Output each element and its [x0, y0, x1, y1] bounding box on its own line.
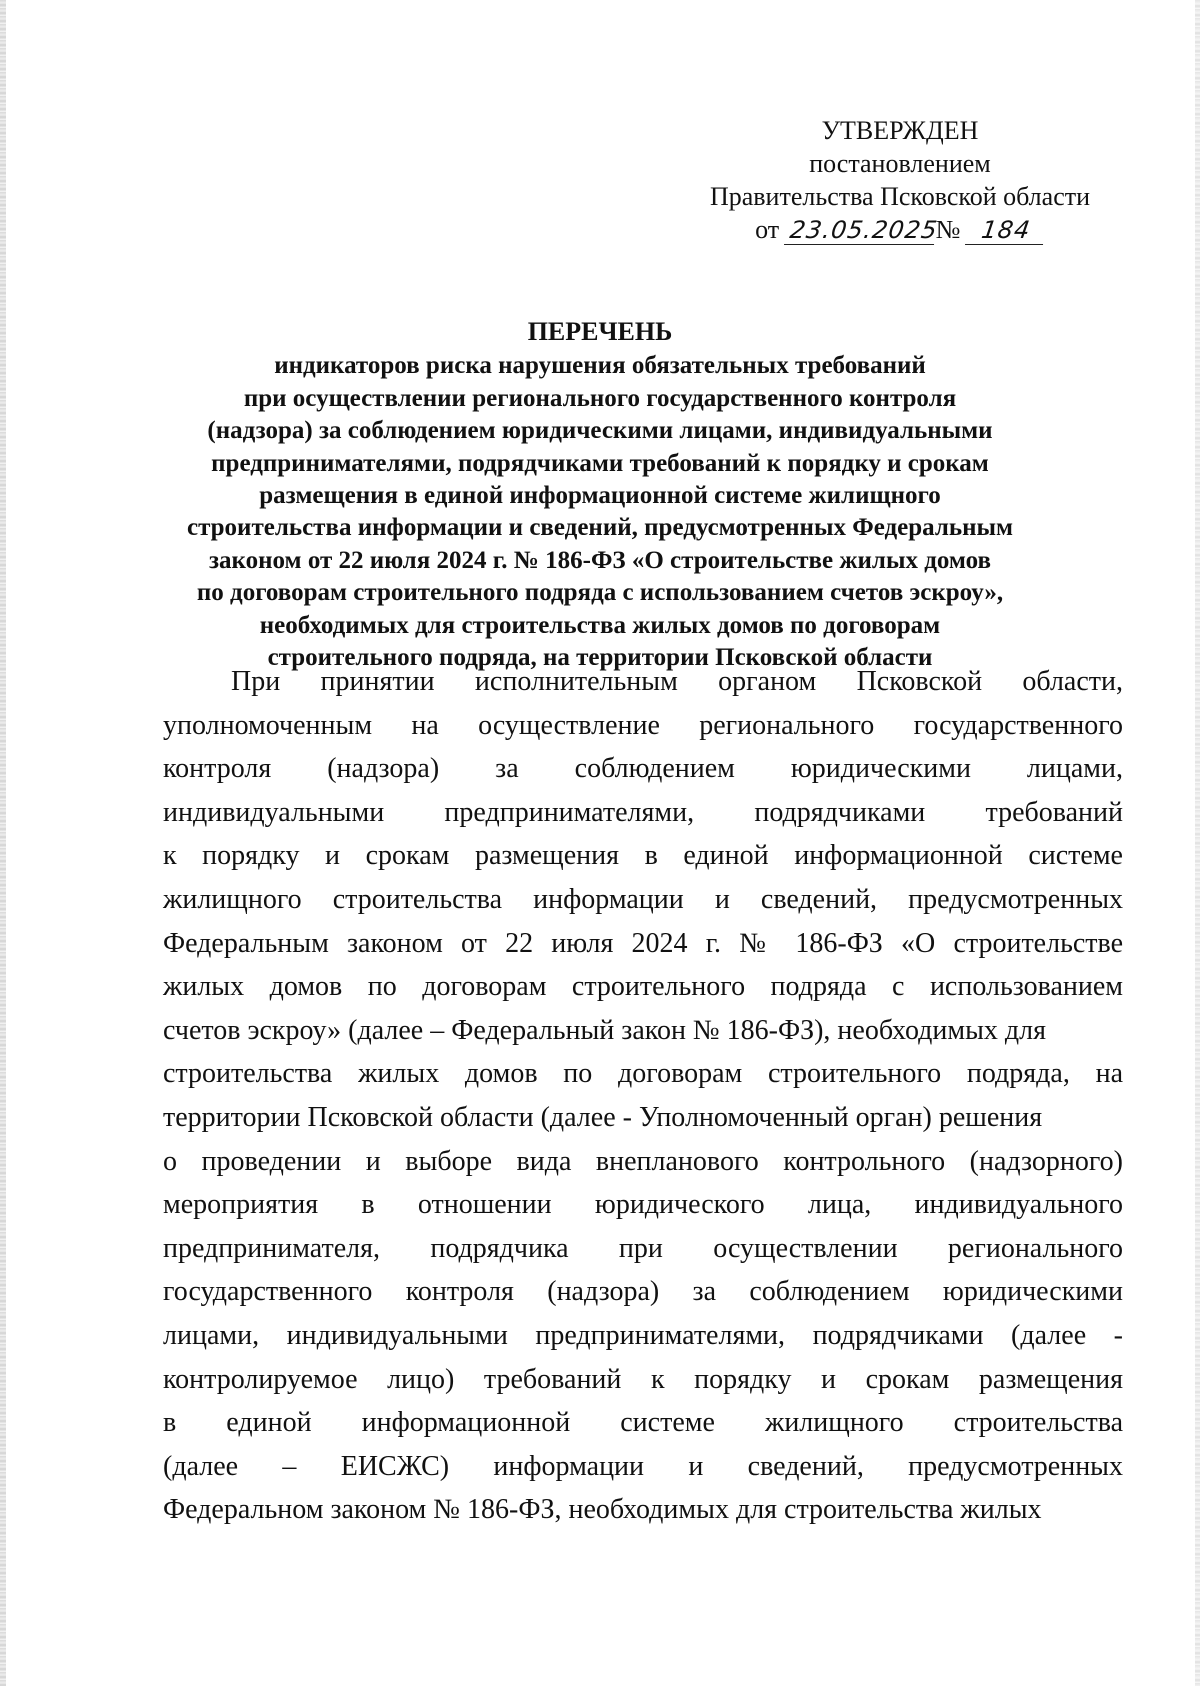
title-line: строительства информации и сведений, предусмотренных Федеральным	[186, 514, 1014, 542]
scan-edge-left	[0, 0, 6, 1686]
title-line: необходимых для строительства жилых домов по договорам	[259, 611, 941, 639]
approval-stamp-block	[680, 114, 1120, 246]
body-line: строительства жилых домов по договорам строительного подряда, на	[163, 1058, 1123, 1090]
body-line: Федеральным законом от 22 июля 2024 г. № 186-ФЗ «О строительстве	[163, 927, 1123, 959]
body-line: территории Псковской области (далее - Уполномоченный орган) решения	[163, 1101, 1043, 1133]
title-line: индикаторов риска нарушения обязательных требований	[274, 352, 926, 380]
handwritten-number: 184	[965, 216, 1047, 245]
body-line: счетов эскроу» (далее – Федеральный закон № 186-ФЗ), необходимых для	[163, 1014, 1047, 1046]
approval-label: УТВЕРЖДЕН	[821, 116, 979, 145]
scan-edge-right	[1195, 0, 1200, 1686]
title-heading: ПЕРЕЧЕНЬ	[527, 317, 673, 346]
body-line: контролируемое лицо) требований к порядку и срокам размещения	[163, 1363, 1123, 1395]
body-line: лицами, индивидуальными предпринимателями, подрядчиками (далее -	[163, 1319, 1123, 1351]
title-line: строительного подряда, на территории Псковской области	[267, 644, 933, 672]
body-line: государственного контроля (надзора) за соблюдением юридическими	[163, 1276, 1123, 1308]
title-line: законом от 22 июля 2024 г. № 186-ФЗ «О строительстве жилых домов	[209, 546, 991, 574]
approval-from: от	[755, 215, 780, 244]
body-line: мероприятия в отношении юридического лица, индивидуального	[163, 1189, 1123, 1221]
body-line: индивидуальными предпринимателями, подрядчиками требований	[163, 796, 1123, 828]
body-paragraph	[163, 660, 1123, 1532]
approval-government: Правительства Псковской области	[709, 182, 1091, 211]
body-line: жилищного строительства информации и сведений, предусмотренных	[163, 883, 1123, 915]
body-line: уполномоченным на осуществление регионального государственного	[163, 709, 1123, 741]
body-line: (далее – ЕИСЖС) информации и сведений, предусмотренных	[163, 1450, 1123, 1482]
title-line: (надзора) за соблюдением юридическими лицами, индивидуальными	[207, 417, 993, 445]
number-sign: №	[935, 215, 961, 244]
handwritten-date: 23.05.2025	[784, 216, 938, 245]
approval-date-line	[680, 213, 1120, 246]
body-line: к порядку и срокам размещения в единой информационной системе	[163, 840, 1123, 872]
body-line: контроля (надзора) за соблюдением юридическими лицами,	[163, 753, 1123, 785]
title-line: предпринимателями, подрядчиками требований к порядку и срокам	[211, 449, 989, 477]
body-line: предпринимателя, подрядчика при осуществлении регионального	[163, 1232, 1123, 1264]
title-line: по договорам строительного подряда с использованием счетов эскроу»,	[196, 579, 1004, 607]
body-line: в единой информационной системе жилищного строительства	[163, 1407, 1123, 1439]
approval-decree: постановлением	[809, 149, 991, 178]
body-line: о проведении и выборе вида внепланового контрольного (надзорного)	[163, 1145, 1123, 1177]
document-title	[150, 316, 1050, 674]
body-line: Федеральном законом № 186-ФЗ, необходимых для строительства жилых	[163, 1494, 1042, 1526]
body-line: При принятии исполнительным органом Псковской области,	[231, 666, 1123, 697]
title-line: размещения в единой информационной системе жилищного	[259, 482, 941, 510]
body-line: жилых домов по договорам строительного подряда с использованием	[163, 971, 1123, 1003]
title-line: при осуществлении регионального государственного контроля	[243, 384, 957, 412]
